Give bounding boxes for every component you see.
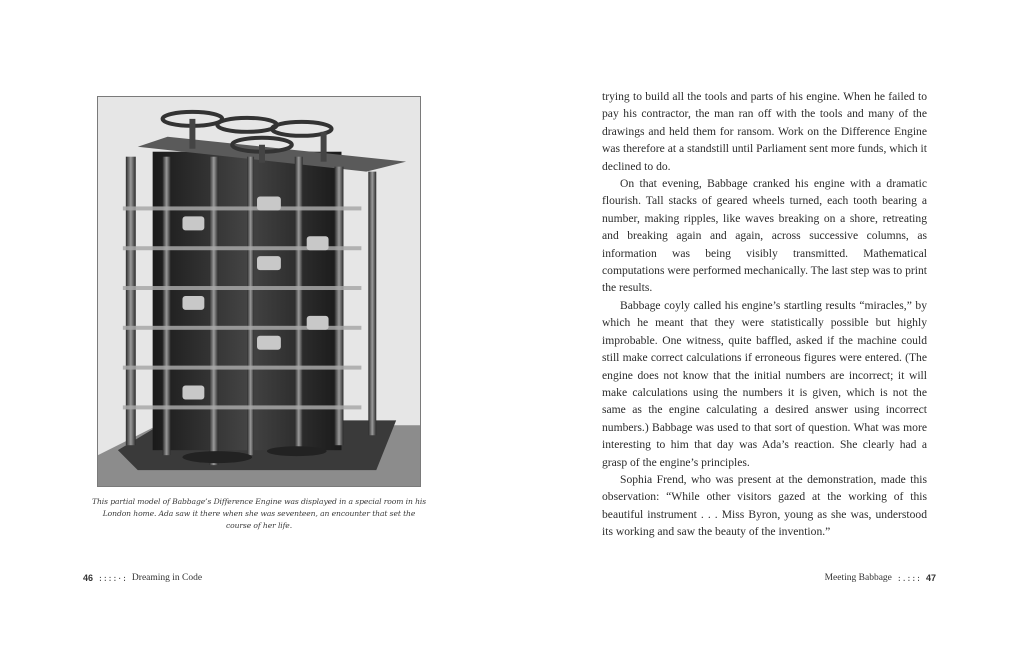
body-text (602, 88, 927, 541)
right-footer (825, 573, 936, 583)
paragraph-2: On that evening, Babbage cranked his engine with a dramatic flourish. Tall stacks of geared wheels turned, each tooth bearing a number, making ripples, like waves breaking on a shore, retreating and breaking again and again, across successive columns, as information was being visibly transmitted. Mathematical computations were performed mechanically. The last step was to print the results. (602, 177, 927, 295)
dot-ornament-icon: :.::: (896, 573, 921, 583)
difference-engine-photo (97, 96, 421, 487)
page-number: 46 (83, 573, 94, 583)
running-head: Meeting Babbage (824, 573, 892, 583)
page-number: 47 (925, 573, 936, 583)
left-footer (83, 573, 202, 583)
paragraph-4: Sophia Frend, who was present at the demonstration, made this observation: “While other visitors gazed at the working of this beautiful instrument . . . Miss Byron, young as she was, understood its working and saw the beauty of the invention.” (602, 472, 927, 539)
running-head: Dreaming in Code (131, 573, 203, 583)
dot-ornament-icon: ::::·: (98, 573, 127, 583)
figure-caption: This partial model of Babbage’s Difference Engine was displayed in a special room in his London home. Ada saw it there when she was seventeen, an encounter that set the course of her life. (92, 497, 427, 530)
difference-engine-illustration (98, 97, 420, 486)
paragraph-1: trying to build all the tools and parts of his engine. When he failed to pay his contractor, the man ran off with the tools and many of the drawings and held them for ransom. Work on the Difference Engine was therefore at a standstill until Parliament sent more funds, which it declined to do. (602, 90, 927, 173)
paragraph-3: Babbage coyly called his engine’s startling results “miracles,” by which he meant that they were statistically possible but highly improbable. One witness, quite baffled, asked if the machine could still make correct calculations if erroneous figures were entered. (The engine does not know that the initial numbers are incorrect; it will make calculations using the numbers it is given, which is not the same as the engine calculating a desired answer using incorrect numbers.) Babbage was used to that sort of question. What was more interesting to him that day was Ada’s reaction. She clearly had a grasp of the engine’s principles. (602, 298, 927, 469)
